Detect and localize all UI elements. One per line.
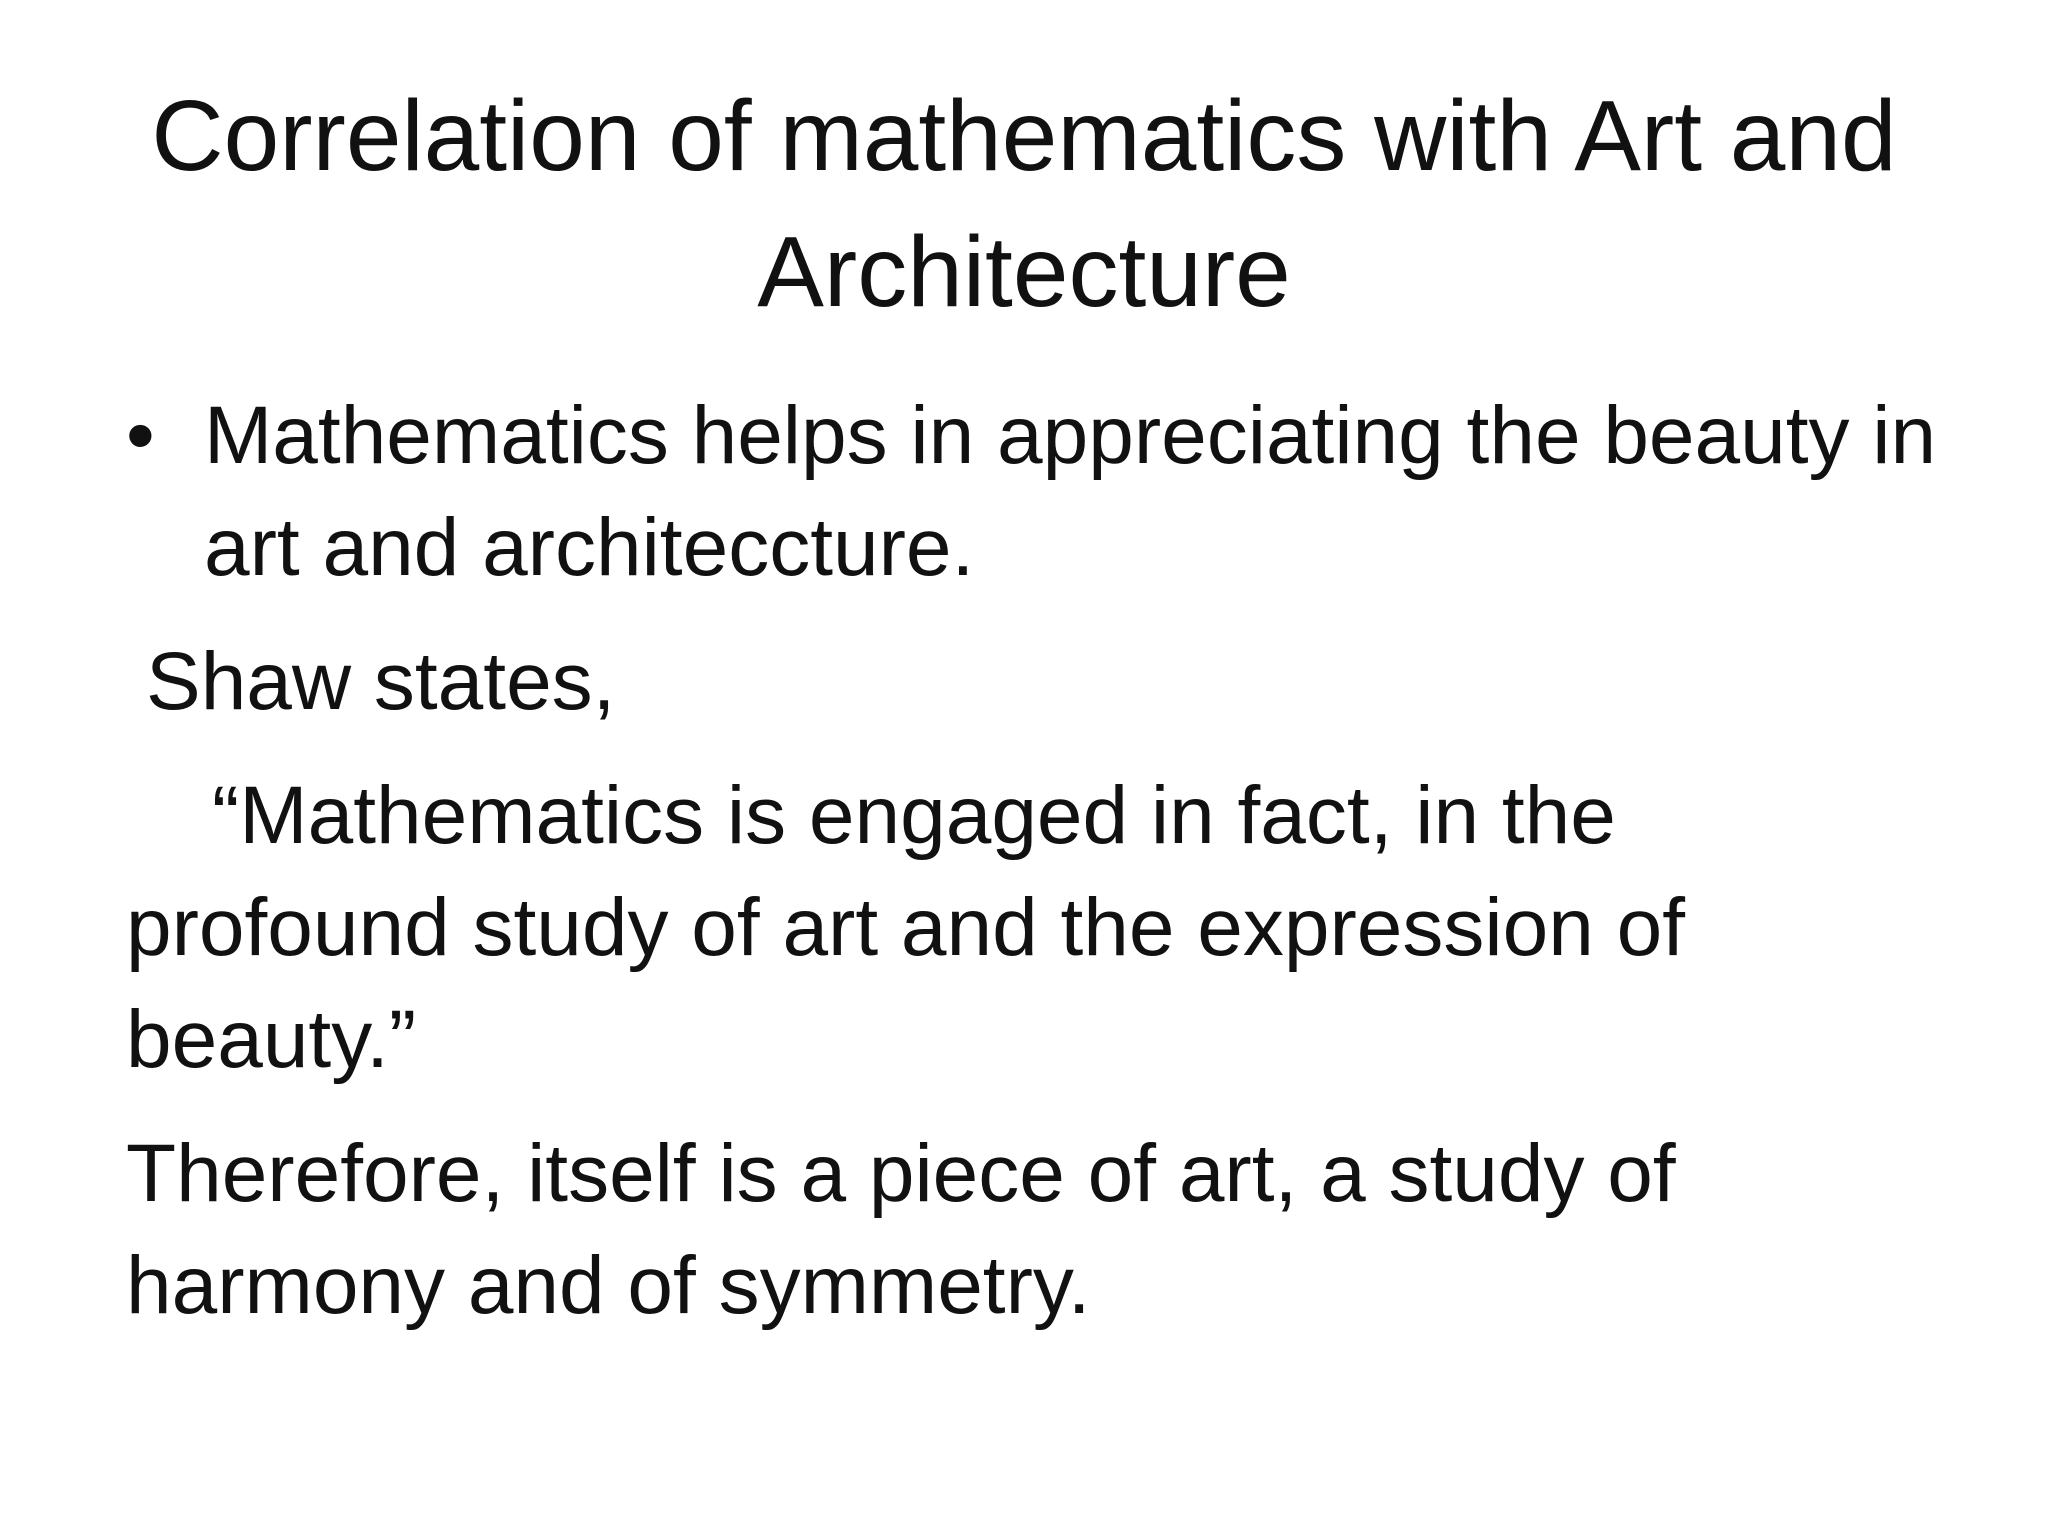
quote-continuation: profound study of art and the expression of beauty.” (126, 882, 1686, 1085)
quote-first-line: “Mathematics is engaged in fact, in the (212, 770, 1616, 861)
bullet-text: Mathematics helps in appreciating the beauty in art and architeccture. (204, 390, 1937, 593)
slide-body (126, 380, 1946, 1342)
slide-title: Correlation of mathematics with Art and Architecture (151, 80, 1897, 328)
bullet-item (126, 380, 1946, 604)
bullet-marker: • (126, 390, 155, 481)
conclusion-text: Therefore, itself is a piece of art, a study of harmony and of symmetry. (126, 1128, 1676, 1331)
attribution-text: Shaw states, (146, 636, 616, 727)
quote-paragraph (126, 760, 1946, 1096)
